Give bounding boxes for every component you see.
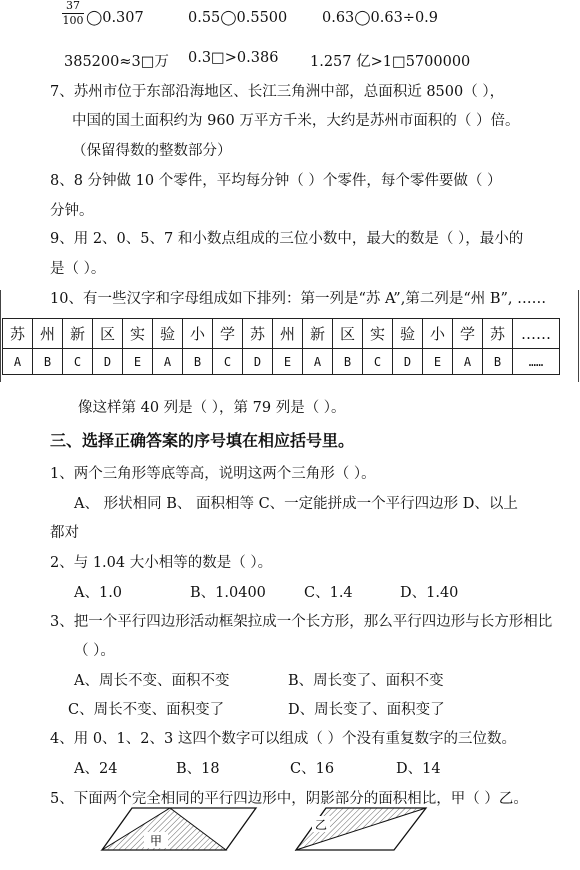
q9-line1: 9、用 2、0、5、7 和小数点组成的三位小数中，最大的数是（ ），最小的 [50,231,524,247]
s3-q2-option-d: D、1.40 [400,585,459,601]
s3-q3-option-d: D、周长变了、面积变了 [288,702,445,718]
s3-q2-option-b: B、1.0400 [190,585,266,601]
estimate-item-2: 0.3□>0.386 [188,50,279,66]
seq-char-cell: 小 [423,319,453,349]
s3-q3-option-c: C、周长不变、面积变了 [68,702,225,718]
compare-item-3: 0.63◯0.63÷0.9 [322,10,439,26]
seq-letter-cell: E [123,349,153,375]
section3-heading: 三、选择正确答案的序号填在相应括号里。 [50,431,355,450]
sequence-row-characters [3,319,560,349]
s3-q4-option-b: B、18 [176,761,220,777]
seq-letter-cell: C [63,349,93,375]
compare-item-1: ◯0.307 [86,10,144,26]
s3-q2-stem: 2、与 1.04 大小相等的数是（ ）。 [50,555,273,571]
q9-line2: 是（ ）。 [50,261,106,277]
estimate-item-3: 1.257 亿>1□5700000 [310,54,471,70]
q8-line1: 8、8 分钟做 10 个零件，平均每分钟（ ）个零件，每个零件要做（ ） [50,173,502,189]
seq-letter-cell-ellipsis: …… [513,349,560,375]
s3-q2-option-a: A、1.0 [74,585,123,601]
seq-letter-cell: D [243,349,273,375]
s3-q2-option-c: C、1.4 [304,585,353,601]
margin-rule-right [578,290,579,382]
seq-letter-cell: B [483,349,513,375]
s3-q5-stem: 5、下面两个完全相同的平行四边形中，阴影部分的面积相比，甲（ ）乙。 [50,791,528,807]
fraction-37-100 [62,0,84,27]
seq-char-cell: 新 [63,319,93,349]
seq-char-cell: 苏 [3,319,33,349]
label-yi: 乙 [314,818,328,832]
fraction-numerator: 37 [66,0,80,12]
seq-char-cell: 实 [123,319,153,349]
seq-char-cell: 苏 [243,319,273,349]
s3-q4-stem: 4、用 0、1、2、3 这四个数字可以组成（ ）个没有重复数字的三位数。 [50,731,516,747]
seq-letter-cell: D [93,349,123,375]
seq-char-cell: 州 [273,319,303,349]
margin-rule-left [0,290,1,382]
seq-char-cell: 区 [333,319,363,349]
estimate-item-1: 385200≈3□万 [64,54,169,70]
q7-line2: 中国的国土面积约为 960 万平方千米，大约是苏州市面积的（ ）倍。 [72,113,520,129]
s3-q3-stem-cont: （ ）。 [74,643,115,659]
seq-letter-cell: D [393,349,423,375]
parallelogram-yi-figure [294,806,430,854]
seq-letter-cell: B [183,349,213,375]
fraction-denominator: 100 [62,14,84,27]
seq-letter-cell: A [153,349,183,375]
s3-q4-option-c: C、16 [290,761,335,777]
q7-line1: 7、苏州市位于东部沿海地区、长江三角洲中部，总面积近 8500（ ）， [50,84,505,100]
seq-letter-cell: A [453,349,483,375]
s3-q3-stem: 3、把一个平行四边形活动框架拉成一个长方形，那么平行四边形与长方形相比 [50,614,553,630]
q7-line3: （保留得数的整数部分） [72,143,232,159]
seq-char-cell: 学 [453,319,483,349]
s3-q4-option-d: D、14 [396,761,441,777]
label-jia: 甲 [149,834,163,848]
sequence-table [2,318,560,375]
parallelogram-jia-figure [100,806,260,854]
seq-letter-cell: A [303,349,333,375]
q10-line1: 10、有一些汉字和字母组成如下排列：第一列是“苏 A”,第二列是“州 B”, …… [50,291,547,307]
seq-char-cell: 小 [183,319,213,349]
seq-letter-cell: B [333,349,363,375]
seq-letter-cell: E [273,349,303,375]
seq-char-cell: 验 [153,319,183,349]
s3-q1-options: A、 形状相同 B、 面积相等 C、一定能拼成一个平行四边形 D、以上 [74,496,518,512]
seq-char-cell: 验 [393,319,423,349]
s3-q1-stem: 1、两个三角形等底等高，说明这两个三角形（ ）。 [50,466,376,482]
seq-letter-cell: A [3,349,33,375]
seq-char-cell: 新 [303,319,333,349]
seq-char-cell: 实 [363,319,393,349]
seq-letter-cell: B [33,349,63,375]
q10-line2: 像这样第 40 列是（ ），第 79 列是（ ）。 [78,400,346,416]
seq-char-cell-ellipsis: …… [513,319,560,349]
s3-q1-options-cont: 都对 [50,525,79,541]
sequence-row-letters [3,349,560,375]
seq-char-cell: 区 [93,319,123,349]
seq-letter-cell: C [213,349,243,375]
compare-item-2: 0.55◯0.5500 [188,10,288,26]
seq-char-cell: 州 [33,319,63,349]
s3-q3-option-a: A、周长不变、面积不变 [74,673,230,689]
s3-q3-option-b: B、周长变了、面积不变 [288,673,444,689]
s3-q4-option-a: A、24 [74,761,118,777]
q8-line2: 分钟。 [50,203,94,219]
seq-char-cell: 苏 [483,319,513,349]
seq-letter-cell: E [423,349,453,375]
seq-char-cell: 学 [213,319,243,349]
seq-letter-cell: C [363,349,393,375]
